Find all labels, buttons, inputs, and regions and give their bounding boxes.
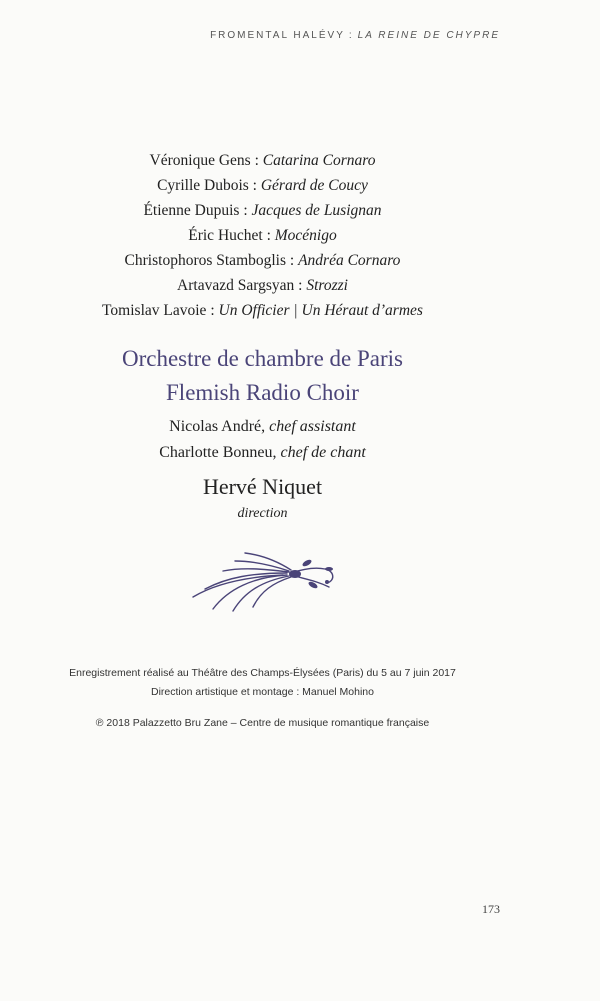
singer-role: Catarina Cornaro: [262, 152, 376, 169]
assistant-row: [0, 440, 525, 466]
choir-name: Flemish Radio Choir: [166, 380, 359, 405]
singer-name: Cyrille Dubois: [157, 177, 249, 194]
recording-credits: [0, 664, 525, 702]
singer-name: Tomislav Lavoie: [102, 302, 207, 319]
singer-name: Christophoros Stamboglis: [124, 252, 287, 269]
cast-row: Christophoros Stamboglis : Andréa Cornaro: [124, 252, 401, 269]
conductor-role: direction: [237, 506, 288, 521]
cast-row: Cyrille Dubois : Gérard de Coucy: [157, 177, 368, 194]
cast-row: Éric Huchet : Mocénigo: [188, 227, 337, 244]
copyright-notice: ℗ 2018 Palazzetto Bru Zane – Centre de musique romantique française: [95, 717, 430, 729]
singer-name: Éric Huchet: [188, 227, 263, 244]
assistant-name: Charlotte Bonneu,: [159, 444, 277, 461]
singer-role: Gérard de Coucy: [260, 177, 368, 194]
singer-name: Étienne Dupuis: [143, 202, 240, 219]
flourish-icon: [183, 545, 343, 615]
singer-role: Strozzi: [306, 277, 348, 294]
header-composer: FROMENTAL HALÉVY: [210, 30, 345, 41]
singer-name: Véronique Gens: [149, 152, 251, 169]
singer-role: Andréa Cornaro: [298, 252, 401, 269]
cast-row: Tomislav Lavoie : Un Officier | Un Héraut d’armes: [102, 302, 423, 319]
singer-role: Un Officier | Un Héraut d’armes: [218, 302, 423, 319]
header-work-title: LA REINE DE CHYPRE: [357, 30, 500, 41]
singer-name: Artavazd Sargsyan: [177, 277, 295, 294]
recording-info: Enregistrement réalisé au Théâtre des Champs-Élysées (Paris) du 5 au 7 juin 2017: [69, 667, 456, 679]
singer-role: Jacques de Lusignan: [251, 202, 382, 219]
cast-row: Véronique Gens : Catarina Cornaro: [149, 152, 376, 169]
singer-role: Mocénigo: [274, 227, 337, 244]
page-number: 173: [482, 902, 500, 916]
conductor-name: Hervé Niquet: [202, 474, 323, 499]
header-separator: :: [348, 30, 354, 41]
cast-row: Artavazd Sargsyan : Strozzi: [177, 277, 348, 294]
production-info: Direction artistique et montage : Manuel Mohino: [151, 686, 374, 698]
assistant-role: chef assistant: [269, 418, 356, 435]
ensembles: [0, 342, 525, 410]
assistant-role: chef de chant: [280, 444, 366, 461]
cast-row: Étienne Dupuis : Jacques de Lusignan: [143, 202, 382, 219]
orchestra-name: Orchestre de chambre de Paris: [122, 346, 403, 371]
running-header: [0, 30, 500, 41]
assistant-list: [0, 414, 525, 466]
assistant-row: [0, 414, 525, 440]
assistant-name: Nicolas André,: [169, 418, 266, 435]
cast-list: [0, 148, 525, 323]
